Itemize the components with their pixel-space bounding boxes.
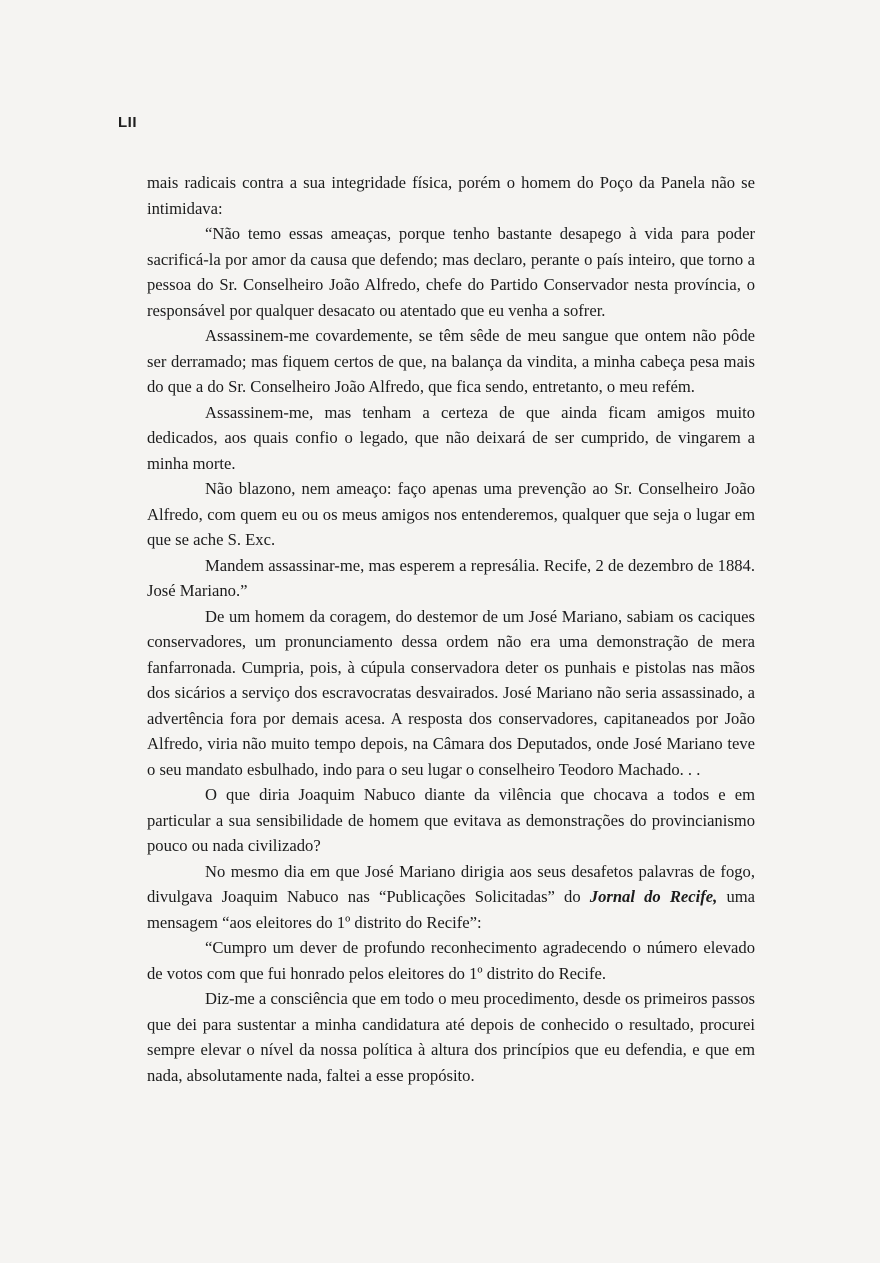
body-text	[147, 170, 755, 1088]
paragraph: De um homem da coragem, do destemor de um José Mariano, sabiam os caciques conservadores, um pronunciamento dessa ordem não era uma demonstração de mera fanfarronada. Cumpria, pois, à cúpula conservadora deter os punhais e pistolas nas mãos dos sicários a serviço dos escravocratas desvairados. José Mariano não seria assassinado, a advertência fora por demais acesa. A resposta dos conservadores, capitaneados por João Alfredo, viria não muito tempo depois, na Câmara dos Deputados, onde José Mariano teve o seu mandato esbulhado, indo para o seu lugar o conselheiro Teodoro Machado. . .	[147, 606, 755, 779]
paragraph: “Cumpro um dever de profundo reconhecimento agradecendo o número elevado de votos com que fui honrado pelos eleitores do 1º distrito do Recife.	[147, 938, 755, 983]
paragraph: Assassinem-me, mas tenham a certeza de que ainda ficam amigos muito dedicados, aos quais confio o legado, que não deixará de ser cumprido, de vingarem a minha morte.	[147, 402, 755, 473]
paragraph-text: No mesmo dia em que José Mariano dirigia aos seus desafetos palavras de fogo, divulgava Joaquim Nabuco nas “Publicações Solicitadas” do	[147, 861, 755, 906]
paragraph: Assassinem-me covardemente, se têm sêde de meu sangue que ontem não pôde ser derramado; mas fiquem certos de que, na balança da vindita, a minha cabeça pesa mais do que a do Sr. Conselheiro João Alfredo, que fica sendo, entretanto, o meu refém.	[147, 326, 755, 396]
page-number: LII	[118, 114, 137, 131]
paragraph: mais radicais contra a sua integridade física, porém o homem do Poço da Panela não se intimidava:	[147, 173, 755, 218]
paragraph: O que diria Joaquim Nabuco diante da vilência que chocava a todos e em particular a sua sensibilidade de homem que evitava as demonstrações do provincianismo pouco ou nada civilizado?	[147, 785, 755, 855]
paragraph: “Não temo essas ameaças, porque tenho bastante desapego à vida para poder sacrificá-la por amor da causa que defendo; mas declaro, perante o país inteiro, que torno a pessoa do Sr. Conselheiro João Alfredo, chefe do Partido Conservador nesta província, o responsável por qualquer desacato ou atentado que eu venha a sofrer.	[147, 224, 755, 320]
paragraph: Diz-me a consciência que em todo o meu procedimento, desde os primeiros passos que dei para sustentar a minha candidatura até depois de conhecido o resultado, procurei sempre elevar o nível da nossa política à altura dos princípios que eu defendia, e que em nada, absolutamente nada, faltei a esse propósito.	[147, 989, 755, 1085]
paragraph: Não blazono, nem ameaço: faço apenas uma prevenção ao Sr. Conselheiro João Alfredo, com quem eu ou os meus amigos nos entenderemos, qualquer que seja o lugar em que se ache S. Exc.	[147, 479, 755, 549]
paragraph: Mandem assassinar-me, mas esperem a represália. Recife, 2 de dezembro de 1884. José Mariano.”	[147, 555, 755, 600]
paragraph-text: uma mensagem “aos eleitores do 1º distrito do Recife”:	[147, 887, 756, 932]
paragraph	[147, 859, 755, 936]
newspaper-title: Jornal do Recife,	[589, 887, 718, 906]
